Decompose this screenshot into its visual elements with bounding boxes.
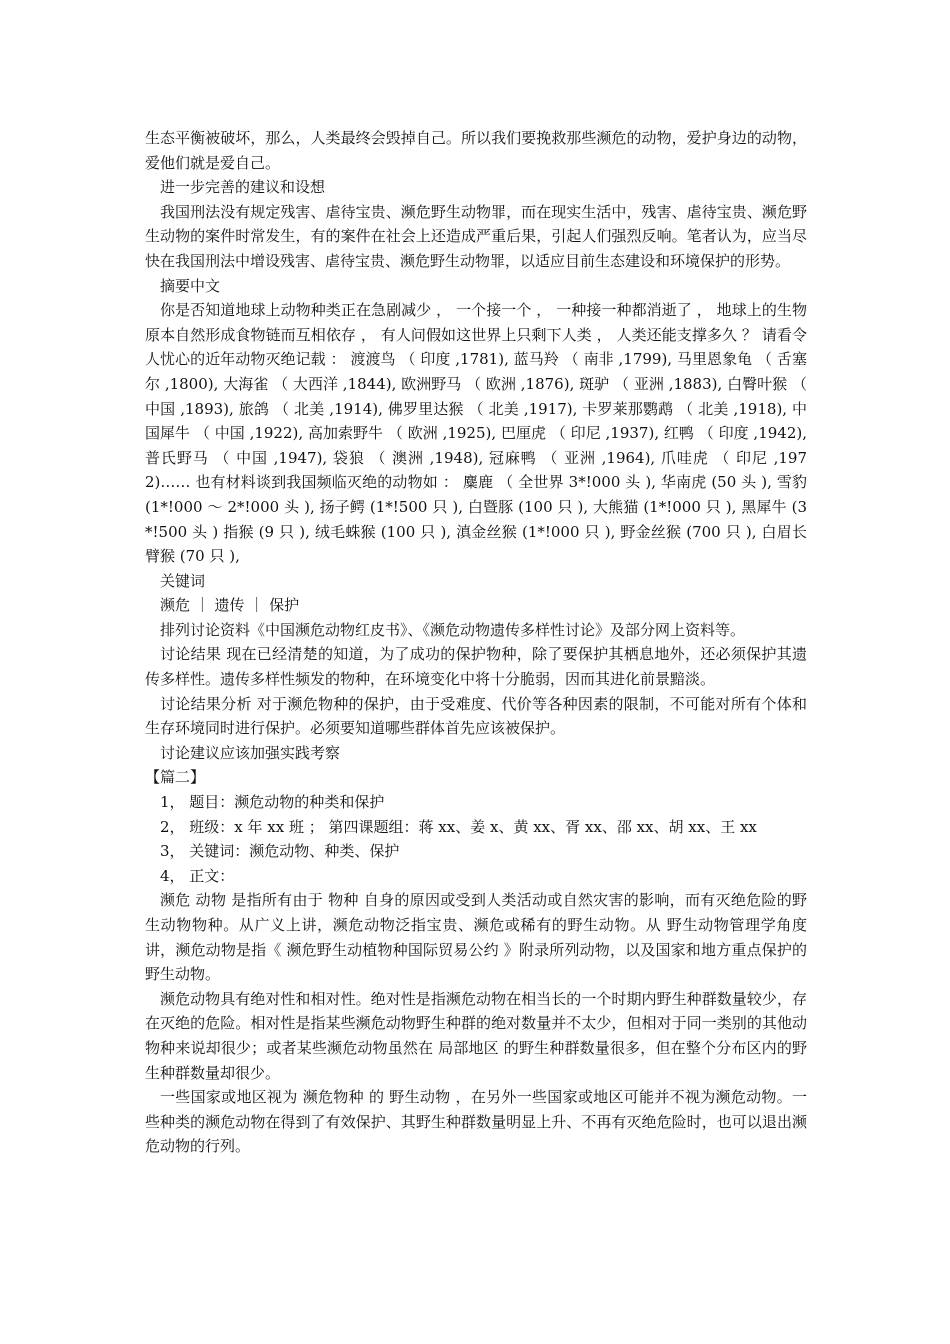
paragraph-10: 讨论结果分析 对于濒危物种的保护，由于受难度、代价等各种因素的限制，不可能对所有个体和生存环境同时进行保护。必须要知道哪些群体首先应该被保护。 [145, 694, 807, 738]
paragraph-4: 摘要中文 [160, 276, 221, 295]
paragraph-9: 讨论结果 现在已经清楚的知道，为了成功的保护物种，除了要保护其栖息地外，还必须保护其遗传多样性。遗传多样性频发的物种，在环境变化中将十分脆弱，因而其进化前景黯淡。 [145, 645, 807, 689]
paragraph-8: 排列讨论资料《中国濒危动物红皮书》、《濒危动物遗传多样性讨论》及部分网上资料等。 [160, 620, 746, 639]
paragraph-14: 2， 班级：x 年 xx 班 ； 第四课题组：蒋 xx、姜 x、黄 xx、胥 xx、邵 xx、胡 xx、王 xx [160, 817, 757, 836]
paragraph-12: 【篇二】 [145, 768, 206, 787]
paragraph-11: 讨论建议应该加强实践考察 [160, 743, 341, 762]
paragraph-17: 濒危 动物 是指所有由于 物种 自身的原因或受到人类活动或自然灾害的影响，而有灭绝危险的野生动物物种。从广义上讲，濒危动物泛指宝贵、濒危或稀有的野生动物。从 野生动物管理学角度讲，濒危动物是指《 濒危野生动植物种国际贸易公约 》附录所列动物，以及国家和地方重点保护的野生动物。 [145, 891, 807, 984]
paragraph-13: 1， 题目：濒危动物的种类和保护 [160, 793, 385, 812]
paragraph-6: 关键词 [160, 571, 206, 590]
paragraph-18: 濒危动物具有绝对性和相对性。绝对性是指濒危动物在相当长的一个时期内野生种群数量较少，存在灭绝的危险。相对性是指某些濒危动物野生种群的绝对数量并不太少，但相对于同一类别的其他动物种来说却很少；或者某些濒危动物虽然在 局部地区 的野生种群数量很多，但在整个分布区内的野生种群数量却很少。 [145, 989, 807, 1082]
paragraph-19: 一些国家或地区视为 濒危物种 的 野生动物 ，在另外一些国家或地区可能并不视为濒危动物。一些种类的濒危动物在得到了有效保护、其野生种群数量明显上升、不再有灭绝危险时，也可以退出濒危动物的行列。 [145, 1088, 807, 1156]
paragraph-15: 3， 关键词：濒危动物、种类、保护 [160, 842, 400, 861]
paragraph-3: 我国刑法没有规定残害、虐待宝贵、濒危野生动物罪，而在现实生活中，残害、虐待宝贵、濒危野生动物的案件时常发生，有的案件在社会上还造成严重后果，引起人们强烈反响。笔者认为，应当尽快在我国刑法中增设残害、虐待宝贵、濒危野生动物罪，以适应目前生态建设和环境保护的形势。 [145, 202, 807, 270]
paragraph-16: 4， 正文： [160, 866, 235, 885]
paragraph-5: 你是否知道地球上动物种类正在急剧减少 ， 一个接一个 ， 一种接一种都消逝了 ， 地球上的生物原本自然形成食物链而互相依存 ， 有人问假如这世界上只剩下人类 ， 人类还能支撑多久 ？ 请看令人忧心的近年动物灭绝记载 ： 渡渡鸟 （ 印度 ,1781), 蓝马羚 （ 南非 ,1799), 马里恩象龟 （ 舌塞尔 ,1800), 大海雀 （ 大西洋 ,1844), 欧洲野马 （ 欧洲 ,1876), 斑驴 （ 亚洲 ,1883), 白臀叶猴 （ 中国 ,1893), 旅鸽 （ 北美 ,1914), 佛罗里达猴 （ 北美 ,1917), 卡罗莱那鹦鹉 （ 北美 ,1918), 中国犀牛 （ 中国 ,1922), 高加索野牛 （ 欧洲 ,1925), 巴厘虎 （ 印尼 ,1937), 红鸭 （ 印度 ,1942), 普氏野马 （ 中国 ,1947), 袋狼 （ 澳洲 ,1948), 冠麻鸭 （ 亚洲 ,1964), 爪哇虎 （ 印尼 ,1972)…… 也有材料谈到我国频临灭绝的动物如 ： 麋鹿 （ 全世界 3*!000 头 ), 华南虎 (50 头 ), 雪豹 (1*!000 ～ 2*!000 头 ), 扬子鳄 (1*!500 只 ), 白暨豚 (100 只 ), 大熊猫 (1*!000 只 ), 黑犀牛 (3*!500 头 ) 指猴 (9 只 ), 绒毛蛛猴 (100 只 ), 滇金丝猴 (1*!000 只 ), 野金丝猴 (700 只 ), 白眉长臂猴 (70 只 ), [145, 301, 807, 566]
document-page [145, 126, 807, 1159]
paragraph-2: 进一步完善的建议和设想 [160, 178, 326, 197]
paragraph-1: 生态平衡被破坏，那么，人类最终会毁掉自己。所以我们要挽救那些濒危的动物，爱护身边的动物，爱他们就是爱自己。 [145, 129, 807, 172]
paragraph-7: 濒危 ｜ 遗传 ｜ 保护 [160, 596, 300, 615]
